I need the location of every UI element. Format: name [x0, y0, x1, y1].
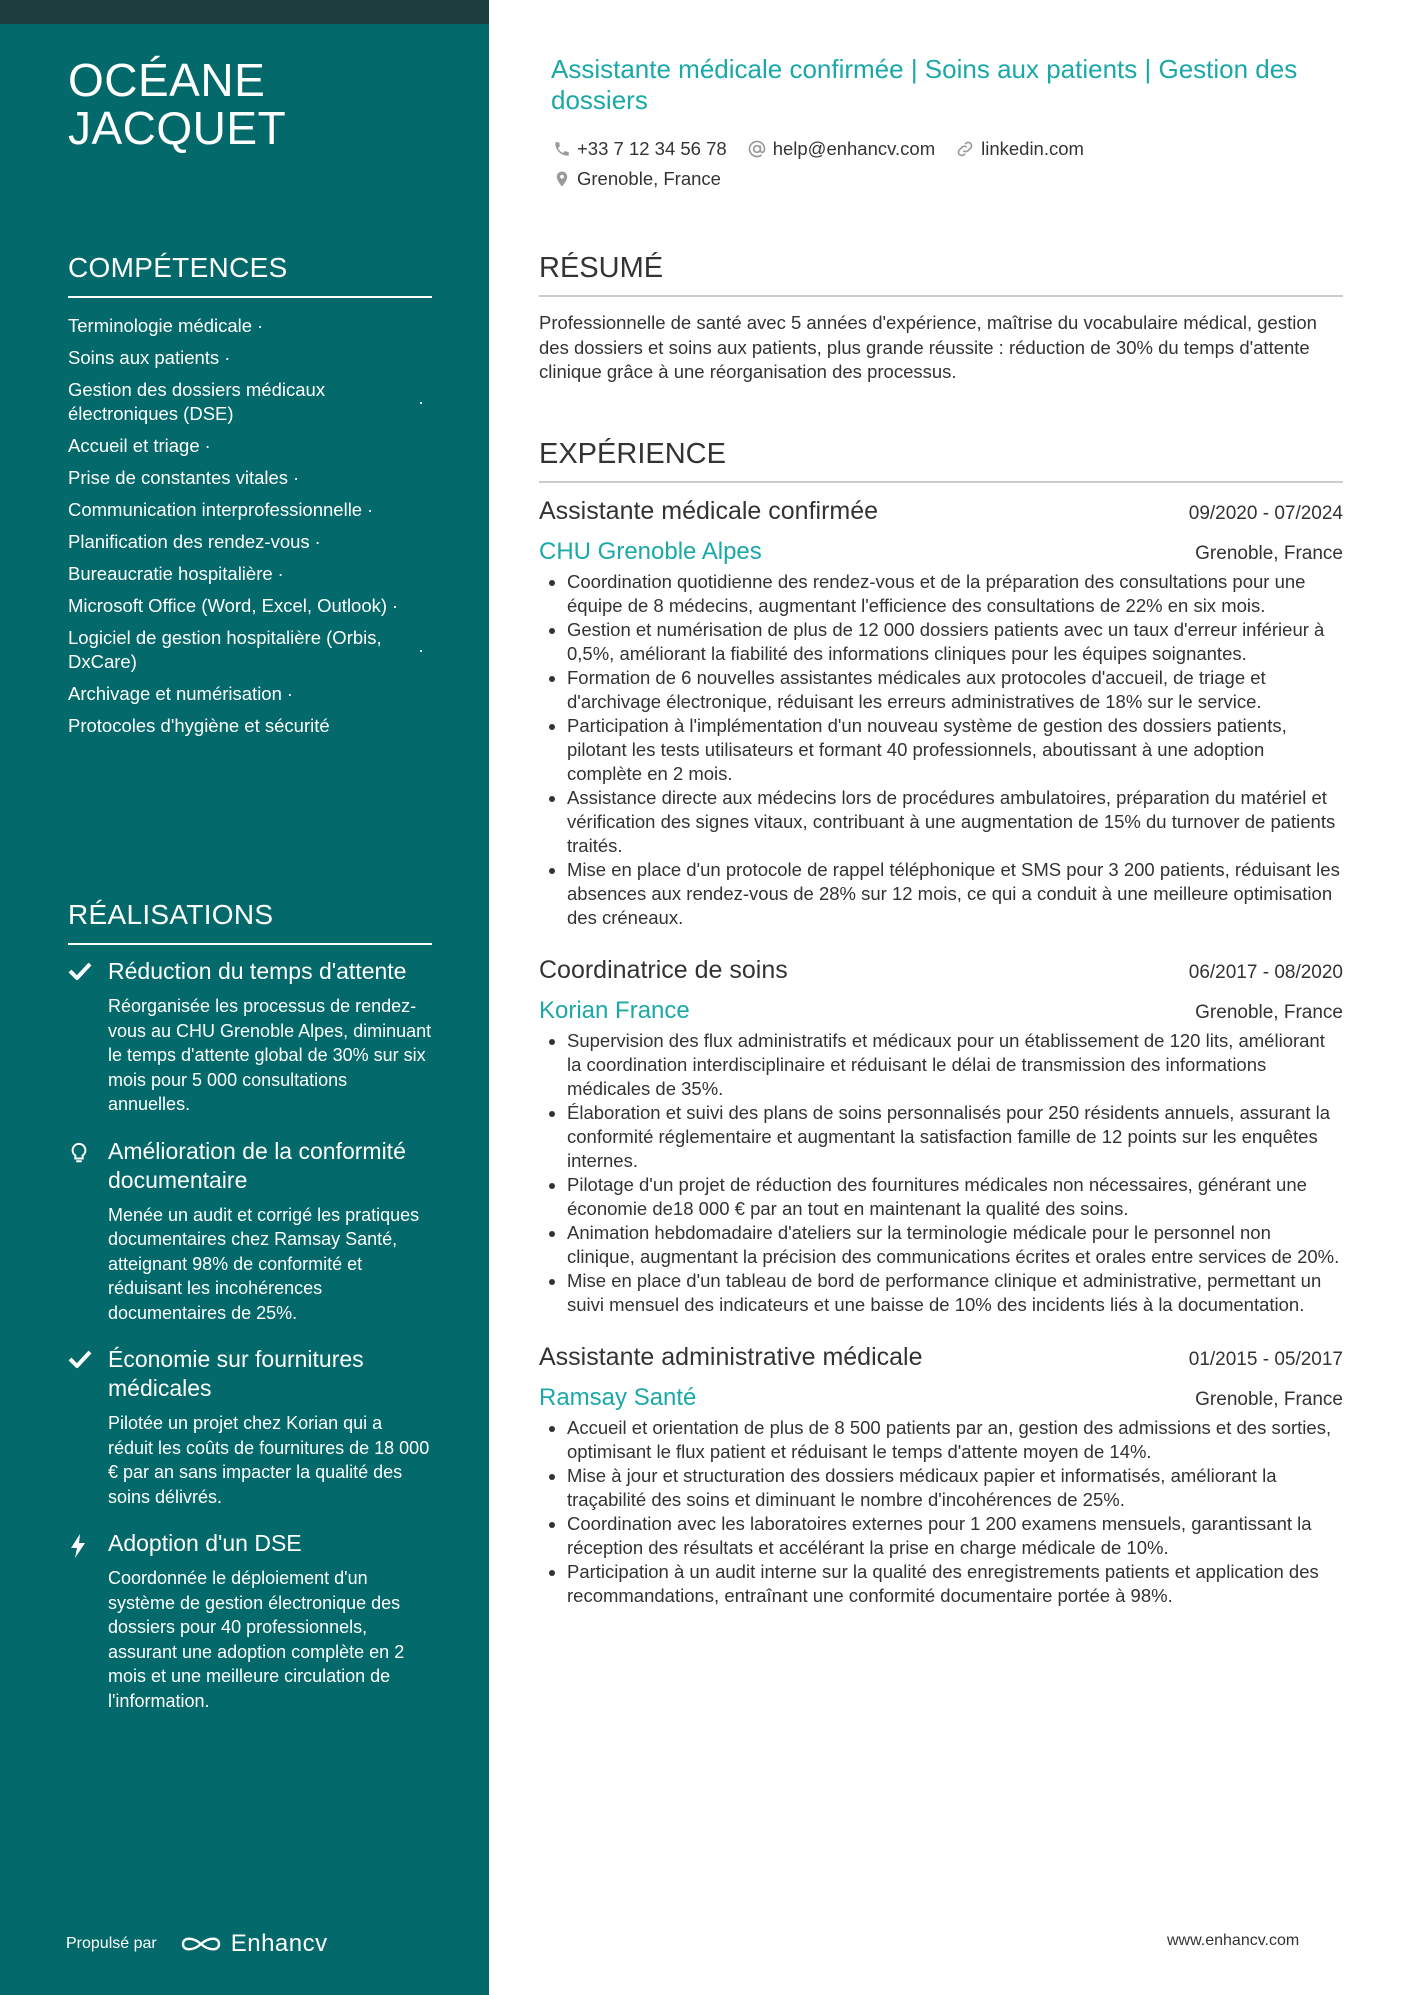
contact-phone-text: +33 7 12 34 56 78: [577, 138, 727, 159]
contact-linkedin[interactable]: [955, 138, 1084, 160]
achievement-item: [68, 1137, 432, 1326]
achievement-text: Menée un audit et corrigé les pratiques documentaires chez Ramsay Santé, atteignant 98% de conformité et réduisant les incohérences documentaires de 25%.: [108, 1204, 420, 1323]
job-bullet: • Assistance directe aux médecins lors de procédures ambulatoires, préparation du matériel et vérification des signes vitaux, contribuant à une augmentation de 15% du turnover de patients traités.: [567, 786, 1343, 858]
achievement-title: Économie sur fournitures médicales: [108, 1346, 364, 1401]
achievement-body: [108, 957, 432, 1117]
summary-section: [539, 252, 1343, 385]
person-name: OCÉANE JACQUET: [68, 54, 287, 155]
contact-location: [553, 168, 721, 190]
achievement-title: Adoption d'un DSE: [108, 1530, 302, 1556]
job-dates: 01/2015 - 05/2017: [1188, 1349, 1343, 1370]
job-bullets: [539, 570, 1343, 930]
job-title: Assistante administrative médicale: [539, 1343, 923, 1371]
enhancv-logo-icon: [179, 1933, 223, 1955]
skills-title: COMPÉTENCES: [68, 252, 432, 298]
job-entry: [539, 956, 1343, 1317]
sidebar: [0, 0, 489, 1995]
job-bullet: • Participation à l'implémentation d'un nouveau système de gestion des dossiers patients, pilotant les tests utilisateurs et formant 40 professionnels, aboutissant à une adoption complète en 2 mois.: [567, 714, 1343, 786]
achievement-title: Amélioration de la conformité documentaire: [108, 1137, 406, 1193]
contact-phone[interactable]: [553, 138, 727, 160]
link-icon: [955, 139, 975, 159]
contact-info: [553, 134, 1343, 194]
skill-text: Logiciel de gestion hospitalière (Orbis, DxCare): [68, 627, 382, 672]
job-bullets: [539, 1416, 1343, 1608]
job-location: Grenoble, France: [1195, 1389, 1343, 1410]
skills-section: [68, 252, 432, 742]
job-dates: 06/2017 - 08/2020: [1188, 962, 1343, 983]
skill-item: [68, 526, 432, 558]
achievement-body: [108, 1137, 432, 1326]
contact-email-text: help@enhancv.com: [772, 138, 936, 159]
summary-title: RÉSUMÉ: [539, 252, 1343, 297]
bolt-icon: [68, 1529, 108, 1713]
contact-linkedin-text: linkedin.com: [981, 138, 1084, 159]
skill-text: Prise de constantes vitales: [68, 467, 289, 488]
sidebar-top-band: [0, 0, 489, 24]
check-icon: [68, 1345, 108, 1509]
skill-text: Planification des rendez-vous: [68, 531, 310, 552]
website-link[interactable]: www.enhancv.com: [1167, 1932, 1300, 1949]
contact-email[interactable]: [747, 138, 935, 160]
experience-title: EXPÉRIENCE: [539, 438, 1343, 483]
job-bullet: • Mise en place d'un protocole de rappel téléphonique et SMS pour 3 200 patients, réduisant les absences aux rendez-vous de 28% sur 12 mois, ce qui a conduit à une meilleure optimisation des créneaux.: [567, 858, 1343, 930]
skill-separator: ·: [367, 500, 374, 520]
achievement-item: [68, 957, 432, 1117]
skill-separator: ·: [314, 532, 321, 552]
skill-text: Archivage et numérisation: [68, 683, 282, 704]
experience-list: [539, 497, 1343, 1608]
skill-item: [68, 342, 432, 374]
skill-item: [68, 590, 432, 622]
enhancv-logo[interactable]: [179, 1930, 328, 1958]
achievement-item: [68, 1345, 432, 1509]
at-icon: [747, 139, 767, 159]
job-location: Grenoble, France: [1195, 543, 1343, 564]
job-entry: [539, 1343, 1343, 1608]
skill-text: Terminologie médicale: [68, 315, 253, 336]
job-bullets: [539, 1029, 1343, 1317]
job-location: Grenoble, France: [1195, 1002, 1343, 1023]
achievements-title: RÉALISATIONS: [68, 899, 432, 945]
skill-separator: ·: [418, 640, 424, 660]
achievement-text: Réorganisée les processus de rendez-vous au CHU Grenoble Alpes, diminuant le temps d'attente global de 30% sur six mois pour 5 000 consultations annuelles.: [108, 996, 432, 1114]
lightbulb-icon: [68, 1137, 108, 1326]
skill-text: Microsoft Office (Word, Excel, Outlook): [68, 595, 388, 616]
achievement-body: [108, 1529, 432, 1713]
achievement-text: Pilotée un projet chez Korian qui a réduit les coûts de fournitures de 18 000 € par an sans impacter la qualité des soins délivrés.: [108, 1413, 430, 1507]
job-header: [539, 1343, 1343, 1372]
skill-separator: ·: [392, 596, 399, 616]
skill-item: [68, 494, 432, 526]
headline: Assistante médicale confirmée | Soins aux patients | Gestion des dossiers: [551, 54, 1298, 115]
job-title: Assistante médicale confirmée: [539, 497, 879, 525]
achievement-text: Coordonnée le déploiement d'un système de gestion électronique des dossiers pour 40 professionnels, assurant une adoption complète en 2 mois et une meilleure circulation de l'information.: [108, 1568, 405, 1711]
job-bullet: • Animation hebdomadaire d'ateliers sur la terminologie médicale pour le personnel non clinique, augmentant la précision des communications écrites et orales entre services de 20%.: [567, 1221, 1343, 1269]
achievement-item: [68, 1529, 432, 1713]
powered-by-label: Propulsé par: [66, 1935, 157, 1952]
job-subheader: [539, 538, 1343, 566]
skill-separator: ·: [286, 684, 293, 704]
job-company: Ramsay Santé: [539, 1384, 697, 1411]
skill-item: [68, 462, 432, 494]
phone-icon: [553, 140, 571, 158]
contact-location-text: Grenoble, France: [577, 168, 721, 189]
summary-text: Professionnelle de santé avec 5 années d'expérience, maîtrise du vocabulaire médical, gestion des dossiers et soins aux patients, plus grande réussite : réduction de 30% du temps d'attente clinique grâce à une réorganisation des processus.: [539, 312, 1317, 382]
job-bullet: • Mise en place d'un tableau de bord de performance clinique et administrative, permettant un suivi mensuel des indicateurs et une baisse de 10% des incidents liés à la documentation.: [567, 1269, 1343, 1317]
job-subheader: [539, 997, 1343, 1025]
check-icon: [68, 957, 108, 1117]
skill-item: [68, 310, 432, 342]
skill-separator: ·: [257, 316, 264, 336]
job-dates: 09/2020 - 07/2024: [1188, 503, 1343, 524]
achievements-list: [68, 957, 432, 1713]
skill-separator: ·: [293, 468, 300, 488]
skill-separator: ·: [418, 392, 424, 412]
skill-item: [68, 374, 432, 430]
achievement-body: [108, 1345, 432, 1509]
job-entry: [539, 497, 1343, 930]
skill-text: Bureaucratie hospitalière: [68, 563, 273, 584]
job-title: Coordinatrice de soins: [539, 956, 788, 984]
job-header: [539, 497, 1343, 526]
skill-item: [68, 430, 432, 462]
skill-separator: ·: [204, 436, 211, 456]
job-bullet: • Coordination quotidienne des rendez-vous et de la préparation des consultations pour une équipe de 8 médecins, augmentant l'efficience des consultations de 22% en six mois.: [567, 570, 1343, 618]
skill-item: [68, 622, 432, 678]
location-pin-icon: [553, 169, 571, 189]
skill-text: Communication interprofessionnelle: [68, 499, 363, 520]
job-header: [539, 956, 1343, 985]
skill-text: Accueil et triage: [68, 435, 200, 456]
job-bullet: • Gestion et numérisation de plus de 12 000 dossiers patients avec un taux d'erreur inférieur à 0,5%, améliorant la fiabilité des informations cliniques pour les équipes soignantes.: [567, 618, 1343, 666]
job-bullet: • Supervision des flux administratifs et médicaux pour un établissement de 120 lits, améliorant la coordination interdisciplinaire et réduisant le délai de transmission des informations médicales de 35%.: [567, 1029, 1343, 1101]
skill-separator: ·: [277, 564, 284, 584]
job-bullet: • Accueil et orientation de plus de 8 500 patients par an, gestion des admissions et des sorties, optimisant le flux patient et réduisant le temps d'attente moyen de 14%.: [567, 1416, 1343, 1464]
job-bullet: • Formation de 6 nouvelles assistantes médicales aux protocoles d'accueil, de triage et d'archivage électronique, réduisant les erreurs administratives de 18% sur le service.: [567, 666, 1343, 714]
experience-section: [539, 438, 1343, 1634]
job-bullet: • Pilotage d'un projet de réduction des fournitures médicales non nécessaires, générant une économie de18 000 € par an tout en maintenant la qualité des soins.: [567, 1173, 1343, 1221]
job-company: Korian France: [539, 997, 690, 1024]
job-subheader: [539, 1384, 1343, 1412]
skill-item: [68, 710, 432, 742]
job-bullet: • Élaboration et suivi des plans de soins personnalisés pour 250 résidents annuels, assurant la conformité réglementaire et augmentant la satisfaction famille de 12 points sur les enquêtes internes.: [567, 1101, 1343, 1173]
sidebar-footer: [66, 1930, 328, 1958]
skills-list: [68, 310, 432, 742]
achievements-section: [68, 899, 432, 1713]
skill-text: Gestion des dossiers médicaux électroniques (DSE): [68, 379, 326, 424]
job-bullet: • Participation à un audit interne sur la qualité des enregistrements patients et application des recommandations, entraînant une conformité documentaire portée à 98%.: [567, 1560, 1343, 1608]
skill-separator: ·: [224, 348, 231, 368]
achievement-title: Réduction du temps d'attente: [108, 958, 407, 984]
job-bullet: • Coordination avec les laboratoires externes pour 1 200 examens mensuels, garantissant la réception des résultats et accélérant la prise en charge médicale de 10%.: [567, 1512, 1343, 1560]
job-bullet: • Mise à jour et structuration des dossiers médicaux papier et informatisés, améliorant la traçabilité des soins et diminuant le nombre d'incohérences de 25%.: [567, 1464, 1343, 1512]
enhancv-brand: Enhancv: [230, 1930, 328, 1957]
skill-item: [68, 558, 432, 590]
skill-item: [68, 678, 432, 710]
skill-text: Protocoles d'hygiène et sécurité: [68, 715, 330, 736]
skill-text: Soins aux patients: [68, 347, 220, 368]
job-company: CHU Grenoble Alpes: [539, 538, 762, 565]
